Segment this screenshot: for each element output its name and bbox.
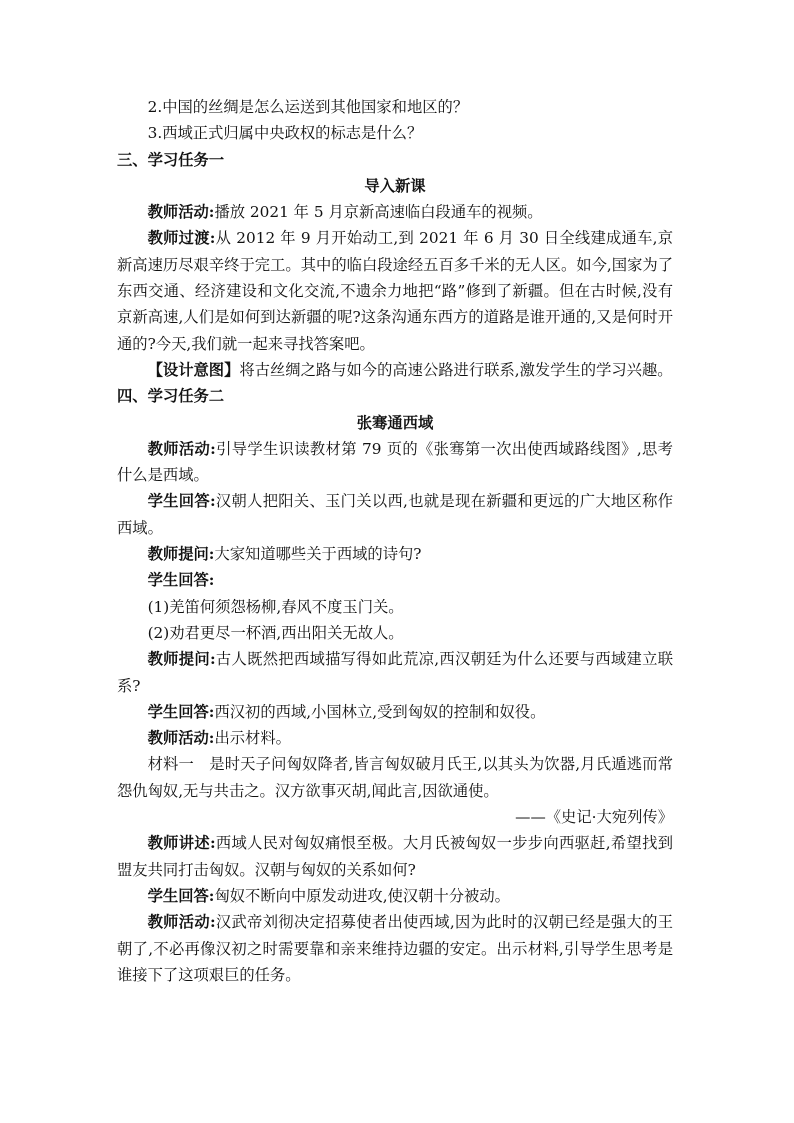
material-label: 材料一 [147,755,195,774]
paragraph-label: 教师讲述: [147,834,216,853]
paragraph-student-answer-3 [117,699,673,725]
material-text: 是时天子问匈奴降者,皆言匈奴破月氏王,以其头为饮器,月氏遁逃而常怨仇匈奴,无与共击之。汉方欲事灭胡,闻此言,因欲通使。 [117,755,673,800]
paragraph-text: 引导学生识读教材第 79 页的《张骞第一次出使西域路线图》,思考什么是西域。 [117,439,673,485]
paragraph-label: 教师活动: [147,439,216,458]
paragraph-student-answer-2 [117,567,673,593]
paragraph-label: 教师活动: [147,729,215,748]
paragraph-label: 学生回答: [147,886,215,905]
paragraph-student-answer-4 [117,883,673,909]
paragraph-label: 【设计意图】 [147,360,240,379]
section-subtitle-zhangqian: 张骞通西域 [356,413,434,432]
poem-line-2: (2)劝君更尽一杯酒,西出阳关无故人。 [147,623,404,642]
paragraph-design-intent [117,357,673,383]
paragraph-teacher-question-1 [117,541,673,567]
paragraph-student-answer-1 [117,488,673,541]
paragraph-label: 教师活动: [147,203,215,222]
paragraph-text: 将古丝绸之路与如今的高速公路进行联系,激发学生的学习兴趣。 [239,360,673,379]
document-page [117,94,673,988]
paragraph-teacher-transition [117,225,673,356]
paragraph-text: 西汉初的西域,小国林立,受到匈奴的控制和奴役。 [214,702,546,721]
section-subtitle-intro: 导入新课 [364,176,426,195]
paragraph-material-1 [117,751,673,804]
paragraph-text: 汉武帝刘彻决定招募使者出使西域,因为此时的汉朝已经是强大的王朝了,不必再像汉初之时需要靠和亲来维持边疆的安定。出示材料,引导学生思考是谁接下了这项艰巨的任务。 [117,913,673,984]
paragraph-label: 教师过渡: [147,229,216,248]
paragraph-label: 学生回答: [147,571,215,590]
paragraph-text: 匈奴不断向中原发动进攻,使汉朝十分被动。 [214,886,510,905]
paragraph-label: 学生回答: [147,492,216,511]
question-2: 2.中国的丝绸是怎么运送到其他国家和地区的？ [147,98,469,116]
paragraph-label: 学生回答: [147,702,215,721]
paragraph-label: 教师提问: [147,650,216,669]
paragraph-text: 西域人民对匈奴痛恨至极。大月氏被匈奴一步步向西驱赶,希望找到盟友共同打击匈奴。汉朝与匈奴的关系如何? [117,834,673,879]
paragraph-text: 古人既然把西域描写得如此荒凉,西汉朝廷为什么还要与西域建立联系? [117,650,673,695]
paragraph-text: 汉朝人把阳关、玉门关以西,也就是现在新疆和更远的广大地区称作西域。 [117,492,673,537]
paragraph-teacher-question-2 [117,646,673,699]
question-3: 3.西域正式归属中央政权的标志是什么？ [147,124,423,143]
section-heading-3: 三、学习任务一 [117,150,225,169]
paragraph-teacher-activity-2 [117,725,673,751]
paragraph-text: 从 2012 年 9 月开始动工,到 2021 年 6 月 30 日全线建成通车,京新高速历尽艰辛终于完工。其中的临白段途经五百多千米的无人区。如今,国家为了东西交通、经济建设和文化交流,不遗余力地把“路”修到了新疆。但在古时候,没有京新高速,人们是如何到达新疆的呢?这条沟通东西方的道路是谁开通的,又是何时开通的?今天,我们就一起来寻找答案吧。 [117,229,674,353]
paragraph-teacher-activity-3 [117,909,673,988]
paragraph-text: 大家知道哪些关于西域的诗句? [214,545,422,564]
paragraph-label: 教师提问: [147,545,215,564]
paragraph-text: 出示材料。 [214,729,291,748]
section-heading-4: 四、学习任务二 [117,387,225,406]
paragraph-teacher-narration [117,830,673,883]
paragraph-teacher-activity [117,199,673,225]
paragraph-text: 播放 2021 年 5 月京新高速临白段通车的视频。 [214,203,543,222]
paragraph-label: 教师活动: [147,913,216,932]
material-source: ——《史记·大宛列传》 [515,808,673,827]
poem-line-1: (1)羌笛何须怨杨柳,春风不度玉门关。 [147,597,404,616]
paragraph-teacher-activity-1 [117,436,673,489]
